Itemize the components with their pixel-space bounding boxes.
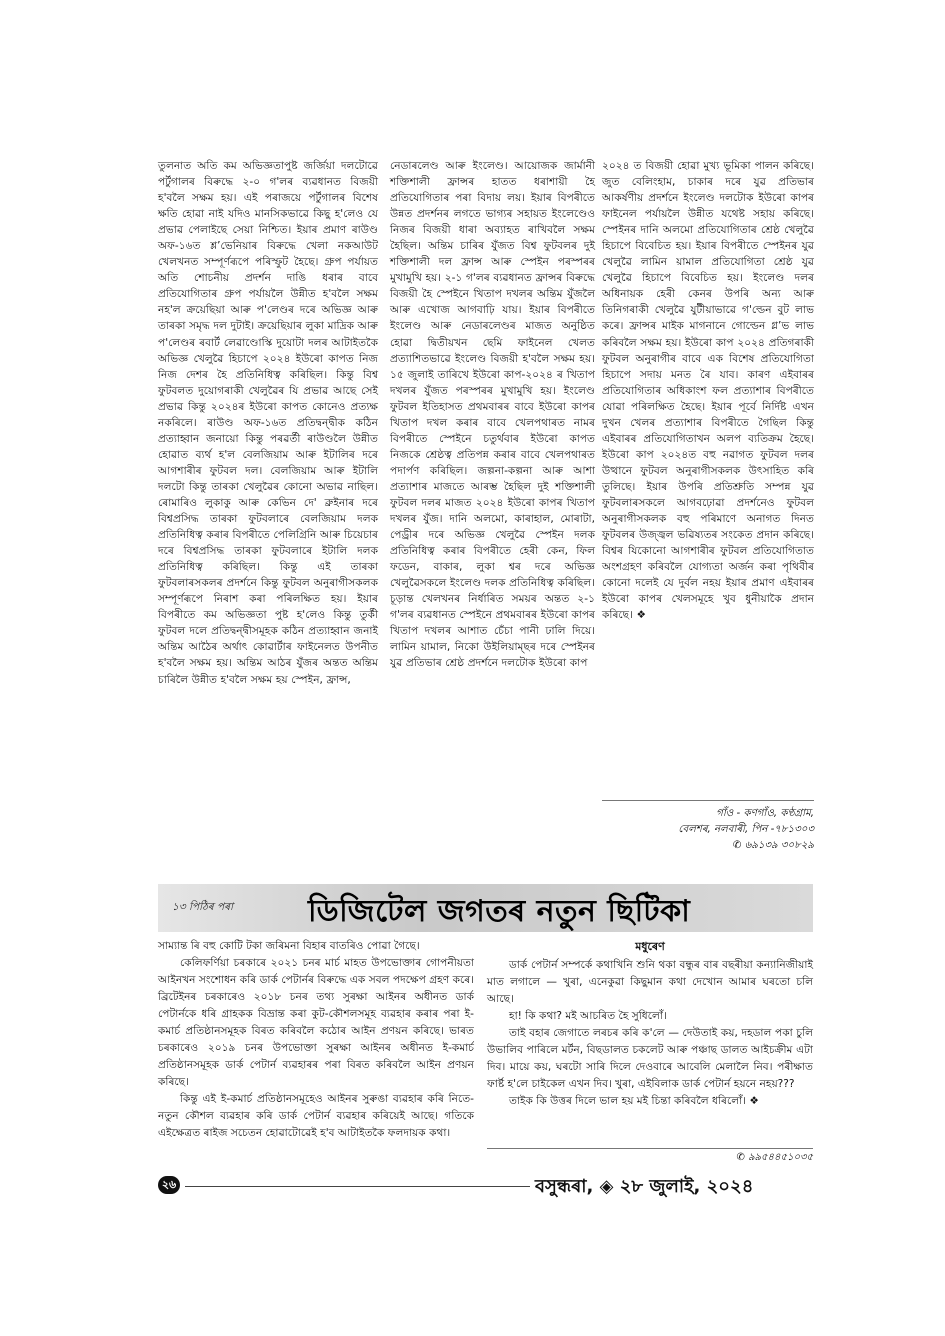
humor-section-title: মধুৰেণ bbox=[635, 940, 665, 953]
masthead-date: বসুন্ধৰা, ◈ ২৮ জুলাই, ২০২৪ bbox=[535, 1176, 754, 1197]
section-title: ডিজিটেল জগতৰ নতুন ছিটিকা bbox=[308, 894, 691, 929]
bottom-left-article bbox=[158, 938, 474, 1142]
article-column-2: নেডাৰলেণ্ড আৰু ইংলেণ্ড। আয়োজক জাৰ্মানী শক্তিশালী ফ্ৰান্সৰ হাতত ধৰাশায়ী হৈ প্ৰতিযোগিতাৰ পৰা বিদায় লয়। ইয়াৰ বিপৰীতে উন্নত প্ৰদৰ্শনৰ লগতে ভাগ্যৰ সহায়ত ইংলেণ্ডেও নিজৰ বিজয়ী ধাৰা অব্যাহত ৰাখিবলৈ সক্ষম হৈছিল। অন্তিম চাৰিৰ যুঁজত বিশ্ব ফুটবলৰ দুই শক্তিশালী দল ফ্ৰান্স আৰু স্পেইন পৰস্পৰৰ মুখামুখি হয়। ২-১ গ'লৰ ব্যৱধানত ফ্ৰান্সৰ বিৰুদ্ধে বিজয়ী হৈ স্পেইনে খিতাপ দখলৰ অন্তিম যুঁজলৈ আৰু এখোজ আগবাঢ়ি যায়। ইয়াৰ বিপৰীতে ইংলেণ্ড আৰু নেডাৰলেণ্ডৰ মাজত অনুষ্ঠিত হোৱা দ্বিতীয়খন ছেমি ফাইনেল খেলত প্ৰত্যাশিতভাৱে ইংলেণ্ড বিজয়ী হ'বলৈ সক্ষম হয়। ১৫ জুলাই তাৰিখে ইউৰো কাপ-২০২৪ ৰ খিতাপ দখলৰ যুঁজত পৰস্পৰৰ মুখামুখি হয়। ইংলেণ্ড ফুটবল ইতিহাসত প্ৰথমবাৰৰ বাবে ইউৰো কাপৰ খিতাপ দখল কৰাৰ বাবে খেলপথাৰত নামৰ বিপৰীতে স্পেইনে চতুৰ্থবাৰ ইউৰো কাপত নিজকে শ্ৰেষ্ঠত্ব প্ৰতিপন্ন কৰাৰ বাবে খেলপথাৰত পদাৰ্পণ কৰিছিল। জল্পনা-কল্পনা আৰু আশা প্ৰত্যাশাৰ মাজতে আৰম্ভ হৈছিল দুই শক্তিশালী ফুটবল দলৰ মাজত ২০২৪ ইউৰো কাপৰ খিতাপ দখলৰ যুঁজ। দানি অলমো, কাৰাহাল, মোৰাটা, পেড্ৰীৰ দৰে অভিজ্ঞ খেলুৱৈ স্পেইন দলক প্ৰতিনিধিত্ব কৰাৰ বিপৰীতে হেৰী কেন, ফিল ফডেন, বাকাৰ, লুকা শ্বৰ দৰে অভিজ্ঞ খেলুৱৈসকলে ইংলেণ্ড দলক প্ৰতিনিধিত্ব কৰিছিল। চূড়ান্ত খেলখনৰ নিৰ্ধাৰিত সময়ৰ অন্তত ২-১ গ'লৰ ব্যৱধানত স্পেইনে প্ৰথমবাৰৰ ইউৰো কাপৰ খিতাপ দখলৰ আশাত চেঁচা পানী ঢালি দিয়ে। লামিন য়ামাল, নিকো উইলিয়াম্ছৰ দৰে স্পেইনৰ যুৱ প্ৰতিভাৰ শ্ৰেষ্ঠ প্ৰদৰ্শনে দলটোক ইউৰো কাপ bbox=[390, 160, 595, 670]
paragraph: হা! কি কথা? মই আচৰিত হৈ সুধিলোঁ। bbox=[509, 1010, 667, 1022]
author-address bbox=[602, 806, 814, 854]
paragraph: ডাৰ্ক পেটাৰ্ন সম্পৰ্কে কথাখিনি শুনি থকা বন্ধুৰ বাৰ বছৰীয়া কন্যানিজীয়াই মাত লগালে — খুৰা, এনেকুৱা কিছুমান কথা দেখোন আমাৰ ঘৰতো চলি আছে। bbox=[487, 959, 813, 1005]
article-column-3: ২০২৪ ত বিজয়ী হোৱা মুখ্য ভূমিকা পালন কৰিছে। জুত বেলিংহাম, চাকাৰ দৰে যুৱ প্ৰতিভাৰ আকৰ্ষণীয় প্ৰদৰ্শনে ইংলেণ্ড দলটোক ইউৰো কাপৰ ফাইনেল পৰ্যায়লৈ উন্নীত যথেষ্ট সহায় কৰিছে। স্পেইনৰ দানি অলমো প্ৰতিযোগিতাৰ শ্ৰেষ্ঠ খেলুৱৈ হিচাপে বিবেচিত হয়। ইয়াৰ বিপৰীতে স্পেইনৰ যুৱ খেলুৱৈ লামিন য়ামাল প্ৰতিযোগিতা শ্ৰেষ্ঠ যুৱ খেলুৱৈ হিচাপে বিবেচিত হয়। ইংলেণ্ড দলৰ অধিনায়ক হেৰী কেনৰ উপৰি অন্য আৰু তিনিগৰাকী খেলুৱৈ যুটীয়াভাৱে গ'ল্ডেন বুট লাভ কৰে। ফ্ৰান্সৰ মাইক মাগনানে গোল্ডেন গ্লʼভ লাভ কৰিবলৈ সক্ষম হয়। ইউৰো কাপ ২০২৪ প্ৰতিগৰাকী ফুটবল অনুৰাগীৰ বাবে এক বিশেষ প্ৰতিযোগিতা হিচাপে সদায় মনত ৰৈ যাব। কাৰণ এইবাৰৰ প্ৰতিযোগিতাৰ অধিকাংশ ফল প্ৰত্যাশাৰ বিপৰীতে যোৱা পৰিলক্ষিত হৈছে। ইয়াৰ পূৰ্বে নিৰ্দিষ্ট এখন দুখন খেলৰ প্ৰত্যাশাৰ বিপৰীতে গৈছিল কিন্তু এইবাৰৰ প্ৰতিযোগিতাখন অলপ ব্যতিক্ৰম হৈছে। ইউৰো কাপ ২০২৪ত বহু নৱাগত ফুটবল দলৰ উত্থানে ফুটবল অনুৰাগীসকলক উৎসাহিত কৰি তুলিছে। ইয়াৰ উপৰি প্ৰতিশ্ৰুতি সম্পন্ন যুৱ ফুটবলাৰসকলে আগবঢ়োৱা প্ৰদৰ্শনেও ফুটবল অনুৰাগীসকলক বহু পৰিমাণে অনাগত দিনত ফুটবলৰ উজ্জ্বল ভৱিষ্যতৰ সংকেত প্ৰদান কৰিছে। বিশ্বৰ যিকোনো আগশাৰীৰ ফুটবল প্ৰতিযোগিতাত অংশগ্ৰহণ কৰিবলৈ যোগ্যতা অৰ্জন কৰা পৃথিবীৰ কোনো দলেই যে দুৰ্বল নহয় ইয়াৰ প্ৰমাণ এইবাৰৰ ইউৰো কাপৰ খেলসমূহে খুব ধুনীয়াকৈ প্ৰদান কৰিছে। ❖ bbox=[602, 160, 814, 622]
phone-divider bbox=[487, 1148, 813, 1149]
contributor-phone: ✆ ৯৯৫৪৪৫১০৩৫ bbox=[736, 1152, 813, 1163]
author-address-line-1: গাঁও - কণগাঁও, কণ্ঠগ্ৰাম, bbox=[716, 808, 814, 819]
paragraph: তাইক কি উত্তৰ দিলে ভাল হয় মই চিন্তা কৰিবলৈ ধৰিলোঁ। ❖ bbox=[509, 1095, 759, 1107]
section-banner bbox=[158, 884, 813, 932]
paragraph: কেলিফৰ্ণিয়া চৰকাৰে ২০২১ চনৰ মাৰ্চ মাহত উপভোক্তাৰ গোপনীয়তা আইনখন সংশোধন কৰি ডাৰ্ক পেটাৰ্নৰ বিৰুদ্ধে এক সবল পদক্ষেপ গ্ৰহণ কৰে। ব্ৰিটেইনৰ চৰকাৰেও ২০১৮ চনৰ তথ্য সুৰক্ষা আইনৰ অধীনত ডাৰ্ক পেটাৰ্নকে ধৰি গ্ৰাহকক বিভ্ৰান্ত কৰা কুট-কৌশলসমূহ ব্যৱহাৰ কৰাৰ পৰা ই-কমাৰ্চ প্ৰতিষ্ঠানসমূহক বিৰত কৰিবলৈ কঠোৰ আইন প্ৰণয়ন কৰিছে। ভাৰত চৰকাৰেও ২০১৯ চনৰ উপভোক্তা সুৰক্ষা আইনৰ অধীনত ই-কমাৰ্চ প্ৰতিষ্ঠানসমূহক ডাৰ্ক পেটাৰ্ন ব্যৱহাৰৰ পৰা বিৰত কৰিবলৈ আইন প্ৰণয়ন কৰিছে। bbox=[158, 957, 474, 1088]
author-phone: ✆ ৬৯১৩৯ ৩০৮২৯ bbox=[732, 840, 814, 851]
bottom-right-article bbox=[487, 938, 813, 1110]
author-address-line-2: বেলশৰ, নলবাৰী, পিন -৭৮১৩০৩ bbox=[678, 824, 814, 835]
author-divider bbox=[602, 800, 814, 801]
article-column-1: তুলনাত অতি কম অভিজ্ঞতাপুষ্ট জৰ্জিয়া দলটোৱে পৰ্টুগালৰ বিৰুদ্ধে ২-০ গ'লৰ ব্যৱধানত বিজয়ী হ'বলৈ সক্ষম হয়। এই পৰাজয়ে পৰ্টুগালৰ বিশেষ ক্ষতি হোৱা নাই যদিও মানসিকভাৱে কিছু হ'লেও যে প্ৰভাৱ পেলাইছে সেয়া নিশ্চিত। ইয়াৰ প্ৰমাণ ৰাউণ্ড অফ-১৬ত শ্লʼভেনিয়াৰ বিৰুদ্ধে খেলা নকআউট খেলখনত সম্পূৰ্ণৰূপে পৰিস্ফুট হৈছে। গ্ৰুপ পৰ্যায়ত অতি শোচনীয় প্ৰদৰ্শন দাঙি ধৰাৰ বাবে প্ৰতিযোগিতাৰ গ্ৰুপ পৰ্যায়লৈ উন্নীত হ'বলৈ সক্ষম নহ'ল ক্ৰয়েছিয়া আৰু প'লেণ্ডৰ দৰে অভিজ্ঞ আৰু তাৰকা সমৃদ্ধ দল দুটাই। ক্ৰয়েছিয়াৰ লুকা মাদ্ৰিক আৰু প'লেণ্ডৰ ৰবাৰ্ট লেৱাণ্ডোস্কি দুয়োটা দলৰ আটাইতকৈ অভিজ্ঞ খেলুৱৈ হিচাপে ২০২৪ ইউৰো কাপত নিজ নিজ দেশৰ হৈ প্ৰতিনিধিত্ব কৰিছিল। কিন্তু বিশ্ব ফুটবলত দুয়োগৰাকী খেলুৱৈৰ যি প্ৰভাৱ আছে সেই প্ৰভাৱ কিন্তু ২০২৪ৰ ইউৰো কাপত কোনেও প্ৰত্যক্ষ নকৰিলে। ৰাউণ্ড অফ-১৬ত প্ৰতিদ্বন্দ্বীক কঠিন প্ৰত্যাহ্বান জনায়ো কিন্তু পৰৱৰ্তী ৰাউণ্ডলৈ উন্নীত হোৱাত ব্যৰ্থ হ'ল বেলজিয়াম আৰু ইটালিৰ দৰে আগশাৰীৰ ফুটবল দল। বেলজিয়াম আৰু ইটালি দলটো কিন্তু তাৰকা খেলুৱৈৰ কোনো অভাৱ নাছিল। ৰোমাৰিও লুকাকু আৰু কেভিন দে' ব্ৰুইনাৰ দৰে বিশ্বপ্ৰসিদ্ধ তাৰকা ফুটবলাৰে বেলজিয়াম দলক প্ৰতিনিধিত্ব কৰাৰ বিপৰীতে পেলিগ্ৰিনি আৰু চিয়েচাৰ দৰে বিশ্বপ্ৰসিদ্ধ তাৰকা ফুটবলাৰে ইটালি দলক প্ৰতিনিধিত্ব কৰিছিল। কিন্তু এই তাৰকা ফুটবলাৰসকলৰ প্ৰদৰ্শনে কিন্তু ফুটবল অনুৰাগীসকলক সম্পূৰ্ণৰূপে নিৰাশ কৰা পৰিলক্ষিত হয়। ইয়াৰ বিপৰীতে কম অভিজ্ঞতা পুষ্ট হ'লেও কিন্তু তুৰ্কী ফুটবল দলে প্ৰতিদ্বন্দ্বীসমূহক কঠিন প্ৰত্যাহ্বান জনাই অন্তিম আঠৈৰ অৰ্থাৎ কোৱাৰ্টাৰ ফাইনেলত উপনীত হ'বলৈ সক্ষম হয়। অন্তিম আঠৰ যুঁজৰ অন্তত অন্তিম চাৰিলৈ উন্নীত হ'বলৈ সক্ষম হয় স্পেইন, ফ্ৰান্স, bbox=[158, 160, 378, 686]
footer-rule bbox=[185, 1186, 530, 1187]
paragraph: কিন্তু এই ই-কমাৰ্চ প্ৰতিষ্ঠানসমূহেও আইনৰ সুৰুঙা ব্যৱহাৰ কৰি নিতে-নতুন কৌশল ব্যৱহাৰ কৰি ডাৰ্ক পেটাৰ্ন ব্যৱহাৰ কৰিয়েই আছে। গতিকে এইক্ষেত্ৰত ৰাইজ সচেতন হোৱাটোৱেই হ'ব আটাইতকৈ ফলদায়ক কথা। bbox=[158, 1093, 474, 1139]
paragraph: সাম্যান্ত ৰি বহু কোটি টকা জৰিমনা বিহাৰ বাতৰিও পোৱা গৈছে। bbox=[158, 940, 420, 952]
paragraph: তাই বহাৰ জেগাতে লৰচৰ কৰি ক'লে — দেউতাই কয়, দহডাল পকা চুলি উভালিব পাৰিলে মৰ্টন, বিছডালত চকলেট আৰু পঞ্চাছ ডালত আইচক্ৰীম এটা দিব। মায়ে কয়, ঘৰটো সাৰি দিলে দেওবাৰে আবেলি মেলালৈ নিব। পৰীক্ষাত ফাৰ্ষ্ট হ'লে চাইকেল এখন দিব। খুৰা, এইবিলাক ডাৰ্ক পেটাৰ্ন হয়নে নহয়??? bbox=[487, 1027, 813, 1090]
page-number: ২৬ bbox=[158, 1176, 180, 1194]
continued-from-label: ১৩ পিঠিৰ পৰা bbox=[172, 901, 234, 913]
